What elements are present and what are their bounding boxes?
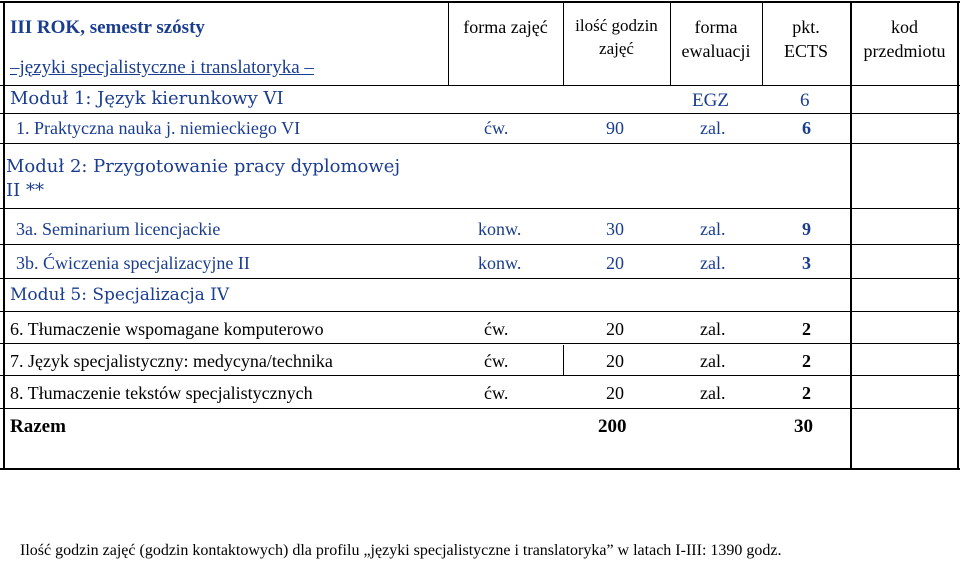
table-row-hours: 20	[606, 319, 624, 339]
table-row-ects: 3	[802, 253, 811, 273]
table-row-name: 6. Tłumaczenie wspomagane komputerowo	[10, 319, 324, 339]
module-2-label: Moduł 2: Przygotowanie pracy dyplomowej	[6, 156, 401, 177]
table-row-hours: 20	[606, 351, 624, 371]
row-divider	[0, 343, 960, 344]
total-ects: 30	[794, 416, 813, 437]
module-1-ects: 6	[800, 90, 810, 111]
table-row-ects: 2	[802, 319, 811, 339]
module-1-eval: EGZ	[692, 90, 729, 111]
table-row-name: 1. Praktyczna nauka j. niemieckiego VI	[16, 118, 301, 138]
col-header-kod: kod	[891, 17, 918, 37]
row-divider	[0, 278, 960, 279]
row-divider	[0, 311, 960, 312]
table-row-name: 3b. Ćwiczenia specjalizacyjne II	[16, 253, 250, 273]
table-border-top	[0, 1, 960, 3]
table-row-eval: zal.	[700, 351, 726, 371]
table-row-eval: zal.	[700, 383, 726, 403]
table-row-form: ćw.	[484, 319, 509, 339]
row-divider	[0, 208, 960, 209]
table-row-eval: zal.	[700, 219, 726, 239]
table-row-ects: 2	[802, 351, 811, 371]
table-row-ects: 6	[802, 118, 811, 138]
table-row-ects: 9	[802, 219, 811, 239]
column-divider	[448, 1, 449, 85]
row-divider	[0, 143, 960, 144]
table-row-hours: 90	[606, 118, 624, 138]
footer-note: Ilość godzin zajęć (godzin kontaktowych) dla profilu „języki specjalistyczne i translatoryka” w latach I-III: 1390 godz.	[20, 542, 782, 559]
col-header-kod-2: przedmiotu	[863, 41, 946, 61]
table-row-eval: zal.	[700, 118, 726, 138]
table-border-bottom	[0, 468, 960, 470]
row-divider	[0, 244, 960, 245]
row-divider	[0, 113, 960, 114]
col-header-godziny-2: zajęć	[599, 39, 634, 58]
table-row-form: konw.	[478, 219, 522, 239]
table-row-hours: 30	[606, 219, 624, 239]
col-header-ects-2: ECTS	[783, 41, 828, 61]
row-divider	[0, 408, 960, 409]
table-row-name: 8. Tłumaczenie tekstów specjalistycznych	[10, 383, 313, 403]
page-title: III ROK, semestr szósty	[10, 17, 205, 38]
row-divider	[0, 375, 960, 376]
table-row-form: ćw.	[484, 351, 509, 371]
module-5-label: Moduł 5: Specjalizacja IV	[10, 285, 230, 305]
total-label: Razem	[10, 416, 66, 437]
col-header-godziny: ilość godzin	[575, 16, 658, 35]
column-divider	[850, 1, 852, 470]
module-2-label-cont: II **	[6, 180, 44, 201]
column-divider	[563, 345, 564, 375]
col-header-ewaluacja: forma	[694, 17, 738, 37]
table-border-right	[957, 1, 959, 470]
table-row-form: ćw.	[484, 118, 509, 138]
total-hours: 200	[598, 416, 627, 437]
table-row-form: konw.	[478, 253, 522, 273]
table-row-form: ćw.	[484, 383, 509, 403]
module-1-label: Moduł 1: Język kierunkowy VI	[10, 88, 284, 109]
col-header-ewaluacja-2: ewaluacji	[681, 41, 751, 61]
table-row-eval: zal.	[700, 253, 726, 273]
table-row-ects: 2	[802, 383, 811, 403]
table-row-name: 3a. Seminarium licencjackie	[16, 219, 221, 239]
table-row-hours: 20	[606, 253, 624, 273]
row-divider	[0, 85, 960, 86]
col-header-ects: pkt.	[792, 17, 820, 37]
table-row-name: 7. Język specjalistyczny: medycyna/technika	[10, 351, 333, 371]
table-row-hours: 20	[606, 383, 624, 403]
table-border-left	[3, 1, 5, 470]
page-subtitle: –języki specjalistyczne i translatoryka –	[10, 57, 314, 78]
col-header-forma-zajec: forma zajęć	[463, 17, 548, 37]
table-row-eval: zal.	[700, 319, 726, 339]
